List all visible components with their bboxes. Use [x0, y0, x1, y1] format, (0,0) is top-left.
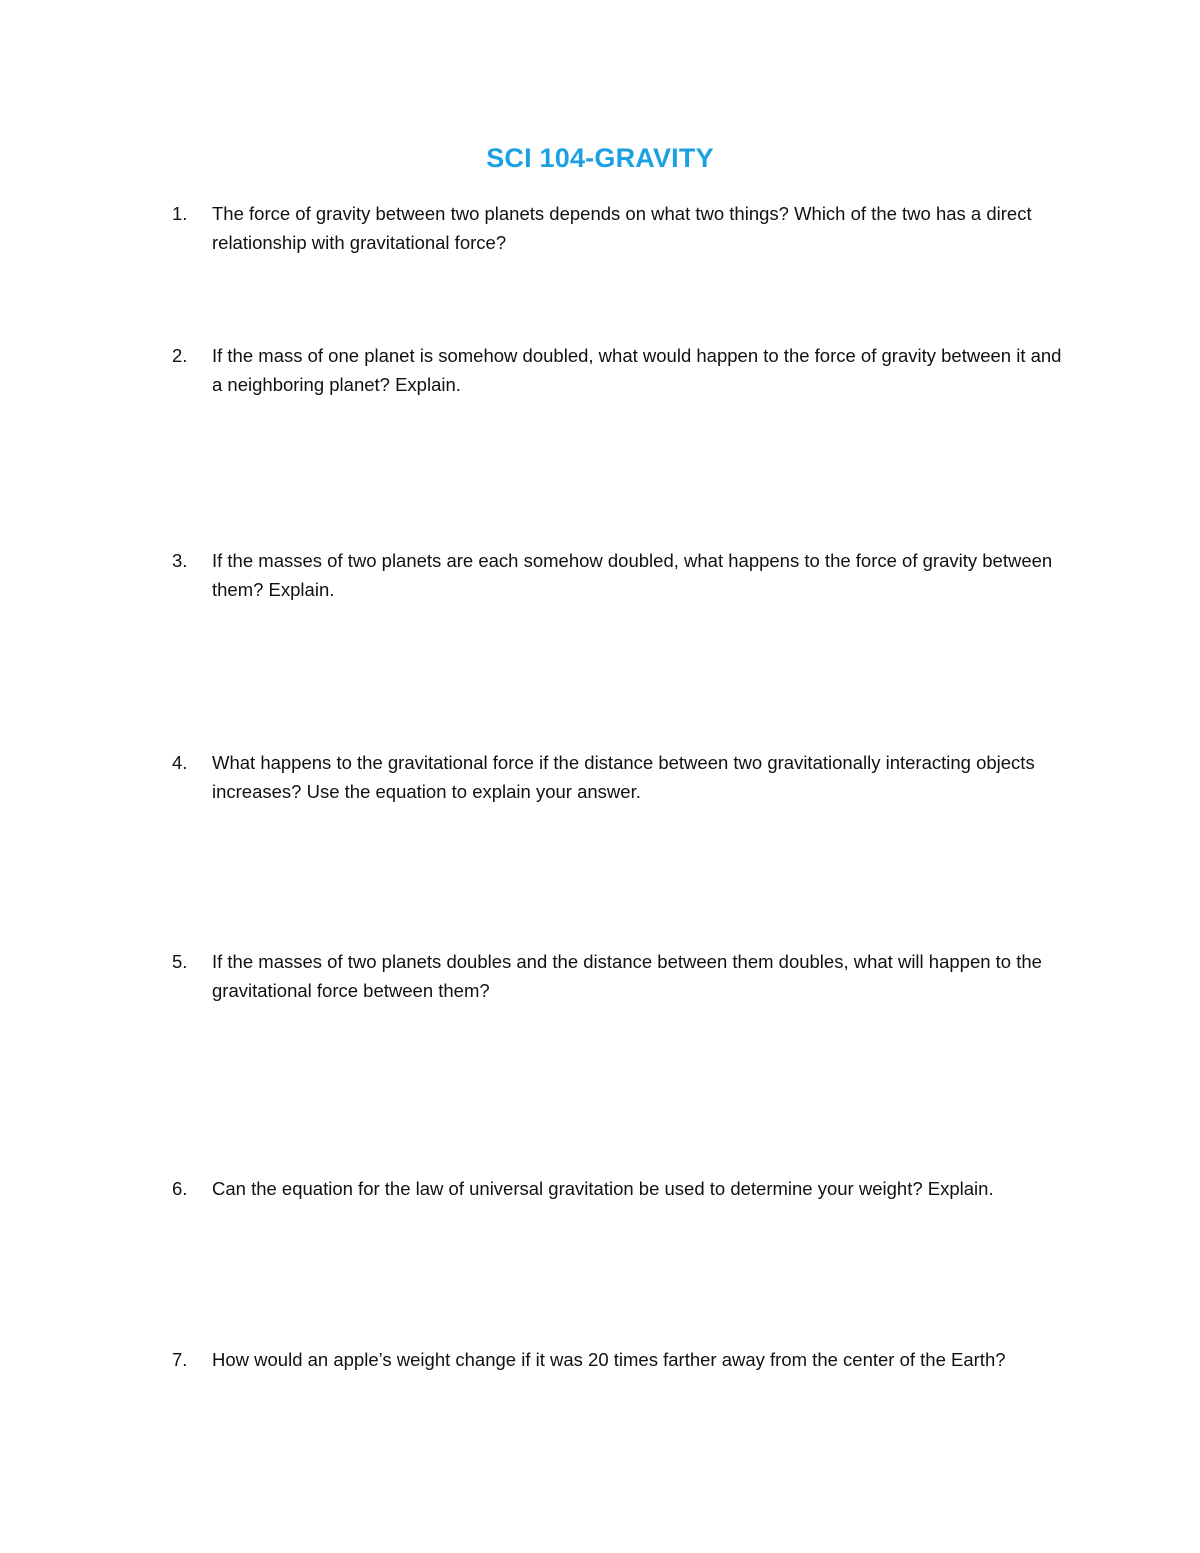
question-text: If the masses of two planets doubles and the distance between them doubles, what will happen to the gravitational force between them? — [212, 951, 1042, 1001]
question-text: If the mass of one planet is somehow doubled, what would happen to the force of gravity between it and a neighboring planet? Explain. — [212, 345, 1062, 395]
question-number: 2. — [172, 345, 188, 366]
question-number: 5. — [172, 951, 188, 972]
question-number: 6. — [172, 1178, 188, 1199]
question-text: What happens to the gravitational force if the distance between two gravitationally interacting objects increases? Use the equation to explain your answer. — [212, 752, 1035, 802]
question-text: If the masses of two planets are each somehow doubled, what happens to the force of gravity between them? Explain. — [212, 550, 1053, 600]
question-text: The force of gravity between two planets depends on what two things? Which of the two has a direct relationship with gravitational force? — [212, 203, 1032, 253]
question-text: How would an apple’s weight change if it was 20 times farther away from the center of the Earth? — [212, 1349, 1006, 1370]
question-number: 1. — [172, 203, 188, 224]
question-number: 7. — [172, 1349, 188, 1370]
page-title: SCI 104-GRAVITY — [486, 143, 714, 173]
question-number: 3. — [172, 550, 188, 571]
question-number: 4. — [172, 752, 188, 773]
question-text: Can the equation for the law of universal gravitation be used to determine your weight? Explain. — [212, 1178, 994, 1199]
